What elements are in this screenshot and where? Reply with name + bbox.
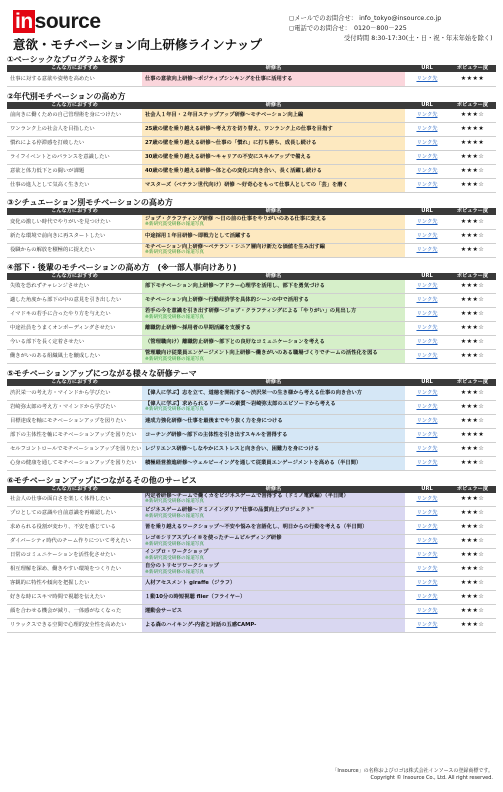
- footer-trademark: 「Insource」の名称およびロゴは株式会社インソースの登録商標です。: [332, 768, 493, 774]
- table-row: [7, 308, 496, 322]
- row-url-link[interactable]: リンク先: [405, 521, 449, 535]
- row-need: 心身の健康を通してモチベーションアップを図りたい: [7, 456, 142, 470]
- row-course-name: [142, 350, 405, 364]
- row-popularity-stars: ★★★☆: [449, 294, 496, 308]
- course-name: ビジネスゲーム研修～ドミノインダリア"仕事の品質向上プロジェクト": [145, 507, 314, 514]
- row-course-name: [142, 109, 405, 123]
- row-course-name: [142, 243, 405, 257]
- page-title: 意欲・モチベーション向上研修ラインナップ: [13, 37, 262, 52]
- table-header: [7, 208, 496, 215]
- course-name: 25歳の壁を乗り越える研修～考え方を切り替え、ワンランク上の仕事を目指す: [145, 126, 333, 133]
- section: [7, 475, 496, 634]
- course-name: 内定者研修～チームで働くカをビジネスゲームで習得する（ドミノ電鉄編）（半日間）: [145, 493, 349, 500]
- row-url-link[interactable]: リンク先: [405, 442, 449, 456]
- row-popularity-stars: ★★★☆: [449, 577, 496, 591]
- row-course-name: [142, 456, 405, 470]
- row-url-link[interactable]: リンク先: [405, 280, 449, 294]
- row-url-link[interactable]: リンク先: [405, 428, 449, 442]
- row-popularity-stars: ★★★☆: [449, 493, 496, 507]
- row-course-name: [142, 605, 405, 619]
- header-need: こんな方におすすめ: [7, 65, 142, 72]
- row-course-name: [142, 563, 405, 577]
- course-note: ※新研究賞受研修の報道写真: [145, 499, 204, 505]
- row-course-name: [142, 294, 405, 308]
- row-need: イマドキの若手に合ったやり方を与えたい: [7, 308, 142, 322]
- table-row: [7, 322, 496, 336]
- header-name: 研修名: [142, 65, 405, 72]
- row-course-name: [142, 308, 405, 322]
- row-url-link[interactable]: リンク先: [405, 151, 449, 165]
- row-course-name: [142, 137, 405, 151]
- course-note: ※新研究賞受研修の報道写真: [145, 569, 204, 575]
- section-title: ⑥モチベーションアップにつながるその他のサービス: [7, 475, 197, 485]
- row-course-name: [142, 400, 405, 414]
- row-course-name: [142, 549, 405, 563]
- row-url-link[interactable]: リンク先: [405, 591, 449, 605]
- row-url-link[interactable]: リンク先: [405, 336, 449, 350]
- row-need: ダイバーシティ時代のチーム作りについて考えたい: [7, 535, 142, 549]
- row-course-name: [142, 535, 405, 549]
- row-need: 働きがいのある組織風土を醸成したい: [7, 350, 142, 364]
- course-note: ※新研究賞受研修の報道写真: [145, 555, 204, 561]
- course-name: 皆を乗り越えるワークショップ～不安や悩みを言語化し、明日からの行動を考える（半日間）: [145, 524, 368, 531]
- row-need: セルフコントロールでモチベーションアップを図りたい: [7, 442, 142, 456]
- insource-logo: insource: [15, 10, 101, 33]
- table-row: [7, 215, 496, 229]
- course-note: ※新研究賞受研修の報道写真: [145, 541, 204, 547]
- course-note: ※新研究賞受研修の報道写真: [145, 314, 204, 320]
- course-name: レジリエンス研修～しなやかにストレスと向き合い、困難力を身につける: [145, 445, 320, 452]
- course-name: 運動会サービス: [145, 608, 183, 615]
- row-need: 渋沢栄一の考え方・マインドから学びたい: [7, 386, 142, 400]
- section-title: ③シチュエーション別モチベーションの高め方: [7, 198, 173, 207]
- row-need: 部下の主体性を軸にモチベーションアップを図りたい: [7, 428, 142, 442]
- row-url-link[interactable]: リンク先: [405, 243, 449, 257]
- contact-mail: ◻メールでのお問合せ： info_tokyo@insource.co.jp: [289, 15, 442, 22]
- table-row: [7, 493, 496, 507]
- table-row: [7, 386, 496, 400]
- course-name: 仕事の意欲向上研修～ポジティブシンキングを仕事に活用する: [145, 75, 293, 82]
- row-need: ライフイベントとのバランスを意識したい: [7, 151, 142, 165]
- row-url-link[interactable]: リンク先: [405, 386, 449, 400]
- footer-copyright: Copyright © Insource Co., Ltd. All right reserved.: [370, 775, 493, 781]
- row-url-link[interactable]: リンク先: [405, 215, 449, 229]
- course-name: 中途採用１年目研修～即戦力として活躍する: [145, 232, 251, 239]
- header-url: URL: [405, 379, 449, 386]
- row-need: プロとしての意識や自前意識を再確認したい: [7, 507, 142, 521]
- row-url-link[interactable]: リンク先: [405, 400, 449, 414]
- footer: [332, 768, 493, 782]
- row-url-link[interactable]: リンク先: [405, 563, 449, 577]
- header-need: こんな方におすすめ: [7, 273, 142, 280]
- row-course-name: [142, 322, 405, 336]
- row-url-link[interactable]: リンク先: [405, 577, 449, 591]
- section-title: ①ベーシックなプログラムを探す: [7, 55, 126, 64]
- header-popularity: ポピュラー度: [449, 273, 496, 280]
- row-url-link[interactable]: リンク先: [405, 109, 449, 123]
- row-url-link[interactable]: リンク先: [405, 549, 449, 563]
- row-need: 岩崎弥太郎の考え方・マインドから学びたい: [7, 400, 142, 414]
- course-name: 【偉人に学ぶ】求められるリーダーの素質～岩崎弥太郎のエピソードから考える: [145, 400, 336, 407]
- row-popularity-stars: ★★★☆: [449, 442, 496, 456]
- table-row: [7, 507, 496, 521]
- course-name: ジョブ・クラフティング研修 ～日の前の仕事をやりがいのある仕事に変える: [145, 215, 327, 222]
- table-row: [7, 563, 496, 577]
- row-url-link[interactable]: リンク先: [405, 294, 449, 308]
- row-need: 目標達成を軸にモチベーションアップを図りたい: [7, 414, 142, 428]
- row-need: 仕事に対する意欲や姿勢を高めたい: [7, 72, 142, 86]
- row-course-name: [142, 428, 405, 442]
- table-row: [7, 165, 496, 179]
- course-name: （管理職向け）離職防止研修～部下との良好なコミュニケーションを考える: [145, 339, 325, 346]
- row-url-link[interactable]: リンク先: [405, 535, 449, 549]
- table-row: [7, 137, 496, 151]
- course-name: 40歳の壁を乗り越える研修～体と心の変化に向き合い、長く活躍し続ける: [145, 168, 322, 175]
- course-name: モチベーション向上研修～行動経済学を具体的シーンの中で活用する: [145, 297, 309, 304]
- row-popularity-stars: ★★★★: [449, 72, 496, 86]
- row-popularity-stars: ★★★☆: [449, 563, 496, 577]
- header: [7, 6, 496, 50]
- course-name: モチベーション向上研修～ベテラン・シニア層向け新たな価値を生み出す編: [145, 243, 325, 250]
- table-row: [7, 619, 496, 633]
- table-row: [7, 229, 496, 243]
- course-name: 社会人１年目・２年目ステップアップ研修～モチベーション向上編: [145, 112, 304, 119]
- header-need: こんな方におすすめ: [7, 208, 142, 215]
- table-row: [7, 442, 496, 456]
- row-popularity-stars: ★★★☆: [449, 386, 496, 400]
- row-course-name: [142, 507, 405, 521]
- header-popularity: ポピュラー度: [449, 102, 496, 109]
- header-url: URL: [405, 273, 449, 280]
- row-popularity-stars: ★★★☆: [449, 400, 496, 414]
- row-url-link[interactable]: リンク先: [405, 123, 449, 137]
- header-name: 研修名: [142, 379, 405, 386]
- row-popularity-stars: ★★★☆: [449, 619, 496, 633]
- course-name: 若手の今を意識を引き出す研修～ジョブ・クラフティングによる「やりがい」の見出し方: [145, 308, 357, 315]
- row-need: 意欲と体力低下との闘いが課題: [7, 165, 142, 179]
- table-header: [7, 486, 496, 493]
- section: [7, 368, 496, 471]
- course-name: 30歳の壁を乗り越える研修～キャリアの不安にスキルアップで備える: [145, 154, 312, 161]
- table-row: [7, 179, 496, 193]
- row-course-name: [142, 280, 405, 294]
- row-url-link[interactable]: リンク先: [405, 229, 449, 243]
- table-header: [7, 65, 496, 72]
- row-url-link[interactable]: リンク先: [405, 414, 449, 428]
- row-course-name: [142, 151, 405, 165]
- row-popularity-stars: ★★★☆: [449, 535, 496, 549]
- row-need: 前向きに働くための自己管理術を身につけたい: [7, 109, 142, 123]
- row-popularity-stars: ★★★★: [449, 428, 496, 442]
- header-url: URL: [405, 102, 449, 109]
- row-need: 失敗を恐れずチャレンジさせたい: [7, 280, 142, 294]
- section: [7, 262, 496, 365]
- section: [7, 54, 496, 87]
- row-popularity-stars: ★★★☆: [449, 165, 496, 179]
- table-row: [7, 605, 496, 619]
- section-title: ④部下・後輩のモチベーションの高め方 (※一部人事向けあり): [7, 262, 237, 272]
- course-name: マスターズ（ベテラン世代向け）研修 ～好奇心をもって仕事人としての「芸」を磨く: [145, 182, 348, 189]
- row-url-link[interactable]: リンク先: [405, 456, 449, 470]
- row-url-link[interactable]: リンク先: [405, 308, 449, 322]
- course-name: 人材アセスメント giraffe（ジラフ）: [145, 580, 236, 587]
- row-popularity-stars: ★★★☆: [449, 229, 496, 243]
- lineup-table: [7, 486, 496, 634]
- table-row: [7, 336, 496, 350]
- row-need: 求められる役割が変わり、不安を感じている: [7, 521, 142, 535]
- course-name: 達成力強化研修～仕事を最後までやり抜く力を身につける: [145, 417, 283, 424]
- header-popularity: ポピュラー度: [449, 208, 496, 215]
- row-popularity-stars: ★★★☆: [449, 336, 496, 350]
- row-popularity-stars: ★★★☆: [449, 605, 496, 619]
- row-popularity-stars: ★★★☆: [449, 280, 496, 294]
- course-name: 自分のトリセツワークショップ: [145, 563, 219, 570]
- row-popularity-stars: ★★★★: [449, 137, 496, 151]
- header-popularity: ポピュラー度: [449, 379, 496, 386]
- course-name: 離職防止研修～採用者の早期活躍を支援する: [145, 325, 251, 332]
- table-header: [7, 273, 496, 280]
- row-need: 好きな時にスキマ時間で視聴を伝えたい: [7, 591, 142, 605]
- row-popularity-stars: ★★★☆: [449, 179, 496, 193]
- table-row: [7, 549, 496, 563]
- row-need: 相互理解を深め、働きやすい環境をつくりたい: [7, 563, 142, 577]
- section-title: ⑤モチベーションアップにつながる様々な研修テーマ: [7, 369, 197, 378]
- row-need: 慣れによる停滞感を打破したい: [7, 137, 142, 151]
- row-url-link[interactable]: リンク先: [405, 137, 449, 151]
- table-row: [7, 350, 496, 364]
- row-popularity-stars: ★★★☆: [449, 322, 496, 336]
- row-url-link[interactable]: リンク先: [405, 350, 449, 364]
- row-url-link[interactable]: リンク先: [405, 507, 449, 521]
- section: [7, 91, 496, 194]
- table-row: [7, 414, 496, 428]
- header-url: URL: [405, 208, 449, 215]
- section-title: ②年代別モチベーションの高め方: [7, 91, 126, 101]
- lineup-table: [7, 65, 496, 87]
- section: [7, 197, 496, 258]
- row-popularity-stars: ★★★☆: [449, 414, 496, 428]
- course-note: ※新研究賞受研修の報道写真: [145, 407, 204, 412]
- row-need: 変化の激しい時代でやりがいを見つけたい: [7, 215, 142, 229]
- lineup-table: [7, 208, 496, 258]
- row-need: 社会人の仕事の面白さを楽しく体得したい: [7, 493, 142, 507]
- row-popularity-stars: ★★★☆: [449, 456, 496, 470]
- row-course-name: [142, 229, 405, 243]
- row-course-name: [142, 619, 405, 633]
- table-row: [7, 123, 496, 137]
- row-need: 客観的に特性や傾向を把握したい: [7, 577, 142, 591]
- row-url-link[interactable]: リンク先: [405, 165, 449, 179]
- row-course-name: [142, 386, 405, 400]
- row-course-name: [142, 179, 405, 193]
- row-course-name: [142, 442, 405, 456]
- course-name: 【偉人に学ぶ】志を立て、道徳を開拓する～渋沢栄一の生き様から考える仕事の向き合い方: [145, 389, 363, 396]
- header-need: こんな方におすすめ: [7, 102, 142, 109]
- row-need: ワンランク上の社会人を目指したい: [7, 123, 142, 137]
- header-need: こんな方におすすめ: [7, 486, 142, 493]
- table-header: [7, 102, 496, 109]
- header-url: URL: [405, 65, 449, 72]
- course-name: 積極経営推進研修～ウェルビーイングを通して従業員エンゲージメントを高める（半日間）: [145, 459, 362, 466]
- lineup-table: [7, 379, 496, 471]
- row-course-name: [142, 336, 405, 350]
- row-course-name: [142, 215, 405, 229]
- table-row: [7, 521, 496, 535]
- course-name: 管理職向け従業員エンゲージメント向上研修～働きがいのある職場づくりでチームの活性化を図る: [145, 350, 378, 357]
- table-row: [7, 456, 496, 470]
- course-name: レゴ®シリアスプレイ®を使ったチームビルディング研修: [145, 535, 282, 542]
- row-need: 顔を合わせる機会が減り、一体感がなくなった: [7, 605, 142, 619]
- row-need: 役職からの解放を積極的に捉えたい: [7, 243, 142, 257]
- course-note: ※新研究賞受研修の報道写真: [145, 356, 204, 362]
- row-course-name: [142, 577, 405, 591]
- contact-tel: ◻電話でのお問合せ： 0120－800－225: [289, 25, 407, 32]
- row-popularity-stars: ★★★☆: [449, 109, 496, 123]
- row-need: 日常のコミュニケーションを活性化させたい: [7, 549, 142, 563]
- course-name: 27歳の壁を乗り越える研修～仕事の「慣れ」に打ち勝ち、成長し続ける: [145, 140, 317, 147]
- row-popularity-stars: ★★★☆: [449, 215, 496, 229]
- row-url-link[interactable]: リンク先: [405, 179, 449, 193]
- row-popularity-stars: ★★★☆: [449, 308, 496, 322]
- row-popularity-stars: ★★★☆: [449, 151, 496, 165]
- row-need: 中途社員をうまくオンボーディングさせたい: [7, 322, 142, 336]
- header-popularity: ポピュラー度: [449, 486, 496, 493]
- course-name: １動10分の時短視聴 flier（フライヤー）: [145, 594, 246, 601]
- course-note: ※新研究賞受研修の報道写真: [145, 513, 204, 519]
- row-course-name: [142, 591, 405, 605]
- table-row: [7, 280, 496, 294]
- row-course-name: [142, 493, 405, 507]
- course-name: よる森のハイキング-内省と対話の五感CAMP-: [145, 622, 257, 629]
- sections: [7, 54, 496, 633]
- table-header: [7, 379, 496, 386]
- table-row: [7, 535, 496, 549]
- table-row: [7, 577, 496, 591]
- row-popularity-stars: ★★★☆: [449, 521, 496, 535]
- table-row: [7, 294, 496, 308]
- row-url-link[interactable]: リンク先: [405, 72, 449, 86]
- table-row: [7, 151, 496, 165]
- row-popularity-stars: ★★★☆: [449, 507, 496, 521]
- header-need: こんな方におすすめ: [7, 379, 142, 386]
- row-course-name: [142, 72, 405, 86]
- row-course-name: [142, 123, 405, 137]
- table-row: [7, 428, 496, 442]
- row-need: 新たな環境で前向きに再スタートしたい: [7, 229, 142, 243]
- header-name: 研修名: [142, 208, 405, 215]
- row-need: 今いる部下を長く定着させたい: [7, 336, 142, 350]
- row-popularity-stars: ★★★☆: [449, 549, 496, 563]
- row-need: 仕事の進人として気高く生きたい: [7, 179, 142, 193]
- row-url-link[interactable]: リンク先: [405, 619, 449, 633]
- row-need: 適した角度から部下の中の意見を引き出したい: [7, 294, 142, 308]
- course-note: ※新研究賞受研修の報道写真: [145, 250, 204, 255]
- row-popularity-stars: ★★★☆: [449, 591, 496, 605]
- row-popularity-stars: ★★★☆: [449, 243, 496, 257]
- row-course-name: [142, 165, 405, 179]
- row-course-name: [142, 414, 405, 428]
- course-name: 部下モチベーション向上研修～アドラー心理学を活用し、部下を勇気づける: [145, 283, 325, 290]
- header-name: 研修名: [142, 486, 405, 493]
- course-name: インプロ・ワークショップ: [145, 549, 209, 556]
- header-popularity: ポピュラー度: [449, 65, 496, 72]
- table-row: [7, 591, 496, 605]
- row-url-link[interactable]: リンク先: [405, 605, 449, 619]
- lineup-table: [7, 273, 496, 365]
- table-row: [7, 109, 496, 123]
- course-note: ※新研究賞受研修の報道写真: [145, 221, 204, 227]
- row-course-name: [142, 521, 405, 535]
- header-name: 研修名: [142, 273, 405, 280]
- lineup-table: [7, 102, 496, 194]
- table-row: [7, 400, 496, 414]
- row-url-link[interactable]: リンク先: [405, 493, 449, 507]
- course-name: コーチング研修～部下の主体性を引き出すスキルを習得する: [145, 431, 288, 438]
- header-url: URL: [405, 486, 449, 493]
- header-name: 研修名: [142, 102, 405, 109]
- row-popularity-stars: ★★★★: [449, 123, 496, 137]
- table-row: [7, 243, 496, 257]
- row-url-link[interactable]: リンク先: [405, 322, 449, 336]
- row-need: リラックスできる空間で心理的安全性を高めたい: [7, 619, 142, 633]
- row-popularity-stars: ★★★☆: [449, 350, 496, 364]
- contact-hours: 受付時間 8:30-17:30(土・日・祝・年末年始を除く): [344, 35, 493, 42]
- table-row: [7, 72, 496, 86]
- contact-info: [289, 14, 493, 44]
